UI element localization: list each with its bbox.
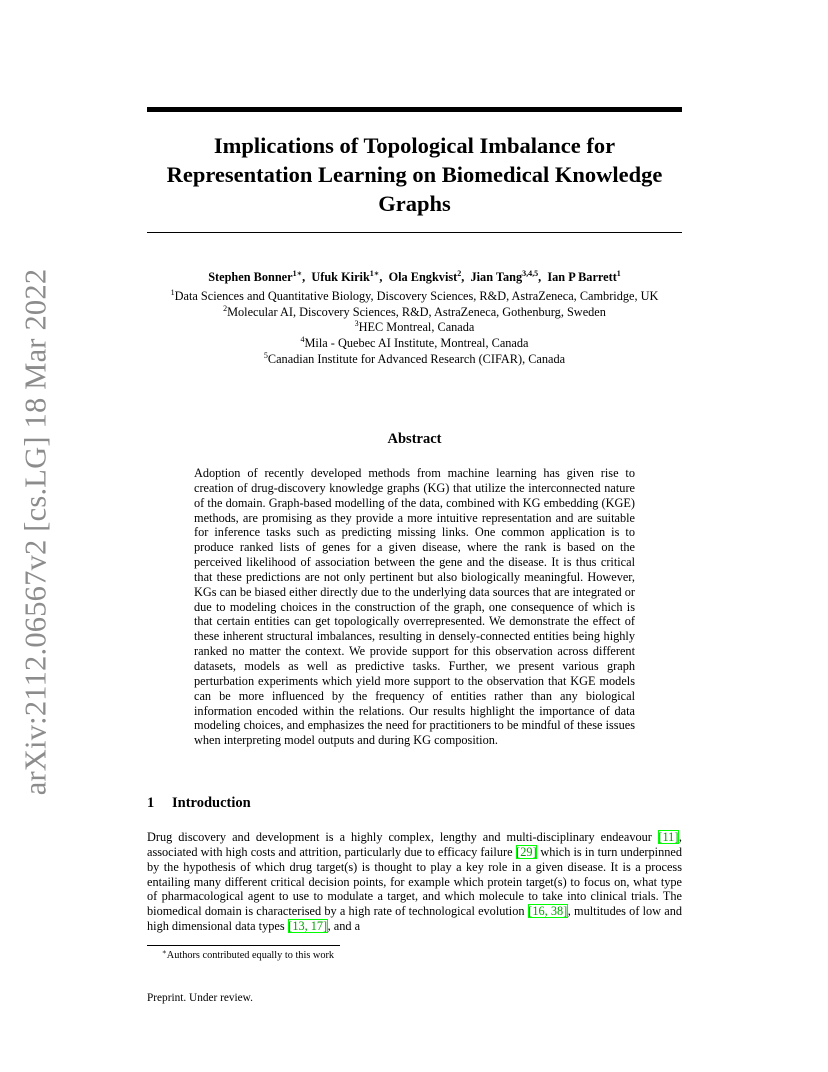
affiliation (120, 352, 709, 368)
title-top-rule (147, 107, 682, 112)
body-text: , and a (327, 919, 361, 934)
section-title: Introduction (172, 795, 251, 811)
arxiv-identifier: arXiv:2112.06567v2 [cs.LG] 18 Mar 2022 (18, 268, 53, 796)
author-mark: 1 (616, 269, 621, 278)
author-name: Ufuk Kirik (311, 270, 370, 284)
affiliation (120, 305, 709, 321)
citation-link[interactable]: [29] (516, 844, 537, 859)
title-bottom-rule (147, 232, 682, 233)
footnote-mark: ∗ (162, 948, 167, 956)
title-line: Representation Learning on Biomedical Knowledge (166, 162, 663, 187)
author (389, 270, 462, 284)
author-mark: 2 (457, 269, 462, 278)
preprint-notice: Preprint. Under review. (147, 992, 253, 1004)
abstract-heading: Abstract (387, 431, 442, 447)
author-mark: 3,4,5 (522, 269, 539, 278)
citation-link[interactable]: [16, 38] (528, 904, 568, 919)
affiliation-mark: 5 (263, 350, 268, 360)
affiliation-mark: 4 (300, 335, 305, 345)
author (547, 270, 620, 284)
author (208, 270, 302, 284)
body-text: , associated with high costs and attrition, particularly due to efficacy failure (147, 830, 682, 859)
affiliation (120, 336, 709, 352)
author-name: Jian Tang (470, 270, 523, 284)
affiliation-text: Canadian Institute for Advanced Research (CIFAR), Canada (267, 351, 566, 366)
affiliation-text: Mila - Quebec AI Institute, Montreal, Canada (304, 336, 529, 351)
author-mark: 1∗ (292, 269, 303, 278)
body-text: Drug discovery and development is a highly complex, lengthy and multi-disciplinary endeavour (147, 830, 658, 844)
body-text: , multitudes of low and high dimensional data types (147, 904, 683, 934)
author-name: Ian P Barrett (547, 270, 617, 284)
affiliation-mark: 1 (170, 288, 175, 297)
abstract-text: Adoption of recently developed methods from machine learning has given rise to creation of drug-discovery knowledge graphs (KG) that utilize the interconnected nature of the domain. Graph-based modelling of the data, combined with KG embedding (KGE) methods, are promising as they provide a more intuitive representation and are suitable for inference tasks such as predicting missing links. One common application is to produce ranked lists of genes for a given disease, where the rank is based on the perceived likelihood of association between the gene and the disease. It is thus critical that these predictions are not only pertinent but also biologically meaningful. However, KGs can be biased either directly due to the underlying data sources that are integrated or due to modeling choices in the construction of the graph, one consequence of which is that certain entities can get topologically overrepresented. We demonstrate the effect of these inherent structural imbalances, resulting in densely-connected entities being highly ranked no matter the context. We provide support for this observation across different datasets, models as well as predictive tasks. Further, we present various graph perturbation experiments which yield more support to the observation that KGE models can be more influenced by the frequency of entities rather than any biological information encoded within the relations. Our results highlight the importance of data modeling choices, and emphasizes the need for practitioners to be mindful of these issues when interpreting model outputs and during KG composition. (194, 466, 635, 748)
citation-link[interactable]: [11] (658, 830, 679, 844)
affiliation-text: Data Sciences and Quantitative Biology, Discovery Sciences, R&D, AstraZeneca, Cambridge, UK (174, 289, 659, 303)
title-line: Graphs (378, 191, 451, 216)
author-mark: 1∗ (369, 269, 380, 278)
affiliation (120, 289, 709, 305)
author (311, 270, 379, 284)
body-text: which is in turn underpinned by the hypothesis of which drug target(s) is thought to play a key role in a given disease. It is a process entailing many different critical decision points, for example which protein target(s) to focus on, what type of pharmacological agent to use to modulate a target, and which molecule to take into clinical trials. The biomedical domain is characterised by a high rate of technological evolution (147, 844, 682, 919)
footnote-rule (147, 945, 340, 946)
author (470, 270, 538, 284)
author-name: Stephen Bonner (208, 270, 293, 284)
footnote-text: Authors contributed equally to this work (166, 950, 335, 961)
affiliation (120, 320, 709, 336)
introduction-paragraph (147, 830, 682, 934)
section-number: 1 (147, 795, 155, 811)
affiliation-mark: 3 (354, 319, 359, 329)
author-list: Stephen Bonner$^{1∗}$, Ufuk Kirik$^{1∗}$, Ola Engkvist$^2$, Jian Tang$^{3,4,5}$, Ian P Barrett$^1$ (208, 269, 621, 284)
section-heading (147, 794, 251, 812)
footnote (162, 949, 334, 962)
affiliation-mark: 2 (223, 303, 228, 313)
paper-title (147, 131, 682, 218)
affiliation-text: HEC Montreal, Canada (358, 320, 475, 335)
title-line: Implications of Topological Imbalance for (213, 133, 616, 158)
affiliation-text: Molecular AI, Discovery Sciences, R&D, AstraZeneca, Gothenburg, Sweden (227, 304, 606, 319)
author-name: Ola Engkvist (388, 270, 458, 284)
citation-link[interactable]: [13, 17] (288, 919, 328, 934)
